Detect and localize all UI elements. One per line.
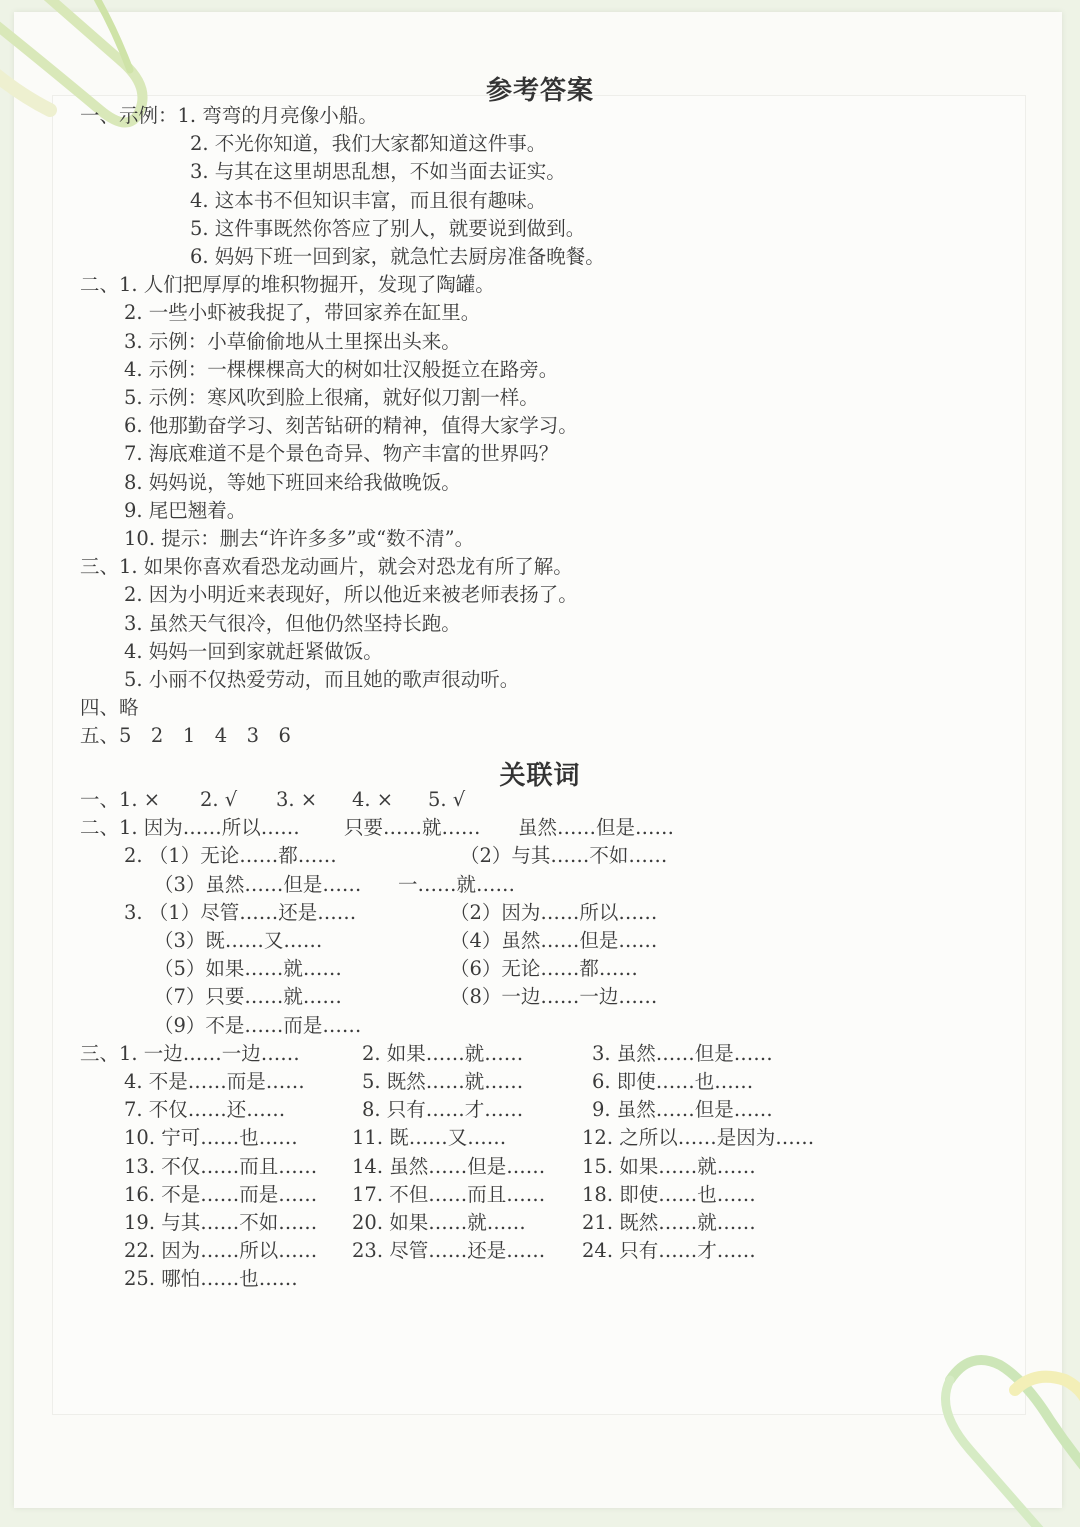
conjunction-item: 6. 即使……也…… (592, 1070, 754, 1093)
conjunction-item: 4. × (352, 788, 394, 811)
conjunction-item: （5）如果……就…… (154, 957, 342, 981)
section-title-conjunctions: 关联词 (499, 761, 581, 791)
answer-line: 7. 海底难道不是个景色奇异、物产丰富的世界吗？ (124, 442, 559, 466)
answer-line: 3. 与其在这里胡思乱想，不如当面去证实。 (190, 160, 566, 184)
conjunction-item: 11. 既……又…… (352, 1126, 507, 1150)
answer-line: 2. 一些小虾被我捉了，带回家养在缸里。 (124, 301, 481, 325)
conjunction-item: 17. 不但……而且…… (352, 1182, 546, 1206)
conjunction-item: 13. 不仅……而且…… (124, 1154, 318, 1178)
conjunction-item: 25. 哪怕……也…… (124, 1267, 298, 1291)
conjunction-item: 只要……就…… (344, 816, 481, 840)
conjunction-item: 二、1. 因为……所以…… (80, 816, 300, 840)
conjunction-item: 一、1. × (80, 788, 161, 811)
conjunction-item: 21. 既然……就…… (582, 1211, 756, 1234)
conjunction-item: 4. 不是……而是…… (124, 1070, 305, 1093)
conjunction-item: 16. 不是……而是…… (124, 1182, 318, 1206)
answer-line: 5. 这件事既然你答应了别人，就要说到做到。 (190, 216, 586, 240)
conjunction-item: 15. 如果……就…… (582, 1154, 756, 1178)
conjunction-item: （3）虽然……但是…… (154, 872, 362, 896)
conjunction-item: 24. 只有……才…… (582, 1239, 756, 1263)
conjunction-item: 5. 既然……就…… (362, 1070, 524, 1093)
conjunction-item: 2. √ (200, 788, 238, 811)
conjunction-item: 2. 如果……就…… (362, 1041, 524, 1065)
answer-line: 6. 妈妈下班一回到家，就急忙去厨房准备晚餐。 (190, 245, 605, 268)
conjunction-item: 9. 虽然……但是…… (592, 1098, 773, 1122)
answer-line: 5. 示例：寒风吹到脸上很痛，就好似刀割一样。 (124, 386, 539, 409)
conjunction-item: 3. （1）尽管……还是…… (124, 900, 357, 924)
answer-line: 4. 示例：一棵棵棵高大的树如壮汉般挺立在路旁。 (124, 357, 559, 381)
answer-line: 三、1. 如果你喜欢看恐龙动画片，就会对恐龙有所了解。 (80, 555, 573, 579)
answer-line: 8. 妈妈说，等她下班回来给我做晚饭。 (124, 470, 461, 494)
conjunction-item: 5. √ (428, 788, 466, 811)
answer-line: 9. 尾巴翘着。 (124, 498, 247, 522)
conjunction-item: 8. 只有……才…… (362, 1098, 524, 1122)
conjunction-item: （8）一边……一边…… (450, 985, 658, 1009)
answer-line: 4. 这本书不但知识丰富，而且很有趣味。 (190, 188, 547, 212)
conjunction-item: （2）与其……不如…… (460, 844, 668, 868)
conjunction-item: （9）不是……而是…… (154, 1013, 362, 1037)
conjunction-item: （3）既……又…… (154, 929, 323, 952)
answer-line: 2. 不光你知道，我们大家都知道这件事。 (190, 132, 547, 156)
conjunction-item: （2）因为……所以…… (450, 900, 658, 924)
conjunction-item: 3. 虽然……但是…… (592, 1041, 773, 1065)
conjunction-item: 22. 因为……所以…… (124, 1239, 318, 1263)
conjunction-item: （7）只要……就…… (154, 985, 342, 1009)
conjunction-item: （6）无论……都…… (450, 957, 638, 981)
conjunction-item: 7. 不仅……还…… (124, 1098, 286, 1122)
conjunction-item: 12. 之所以……是因为…… (582, 1126, 815, 1150)
conjunction-item: 18. 即使……也…… (582, 1182, 756, 1206)
conjunction-item: 2. （1）无论……都…… (124, 844, 337, 868)
answer-line: 5. 小丽不仅热爱劳动，而且她的歌声很动听。 (124, 668, 520, 691)
conjunction-item: 3. × (276, 788, 318, 811)
conjunction-item: 三、1. 一边……一边…… (80, 1041, 300, 1065)
answer-line: 二、1. 人们把厚厚的堆积物掘开，发现了陶罐。 (80, 273, 495, 297)
conjunction-item: 14. 虽然……但是…… (352, 1154, 546, 1178)
answer-line: 2. 因为小明近来表现好，所以他近来被老师表扬了。 (124, 583, 578, 607)
answer-line: 3. 示例：小草偷偷地从土里探出头来。 (124, 329, 461, 353)
conjunction-item: 19. 与其……不如…… (124, 1211, 318, 1234)
answer-line: 四、略 (80, 696, 139, 720)
answer-line: 3. 虽然天气很冷，但他仍然坚持长跑。 (124, 611, 461, 635)
conjunction-item: 虽然……但是…… (518, 816, 675, 840)
conjunction-item: 10. 宁可……也…… (124, 1126, 298, 1150)
answer-line: 一、示例：1. 弯弯的月亮像小船。 (80, 104, 378, 127)
answer-line: 10. 提示：删去“许许多多”或“数不清”。 (124, 527, 475, 550)
answer-line: 五、5 2 1 4 3 6 (80, 724, 291, 748)
answer-line: 6. 他那勤奋学习、刻苦钻研的精神，值得大家学习。 (124, 414, 578, 438)
conjunction-item: 一……就…… (398, 872, 516, 896)
conjunction-item: 23. 尽管……还是…… (352, 1239, 546, 1263)
conjunction-item: （4）虽然……但是…… (450, 929, 658, 952)
page-title: 参考答案 (485, 76, 594, 106)
answer-line: 4. 妈妈一回到家就赶紧做饭。 (124, 639, 383, 663)
conjunction-item: 20. 如果……就…… (352, 1211, 526, 1234)
